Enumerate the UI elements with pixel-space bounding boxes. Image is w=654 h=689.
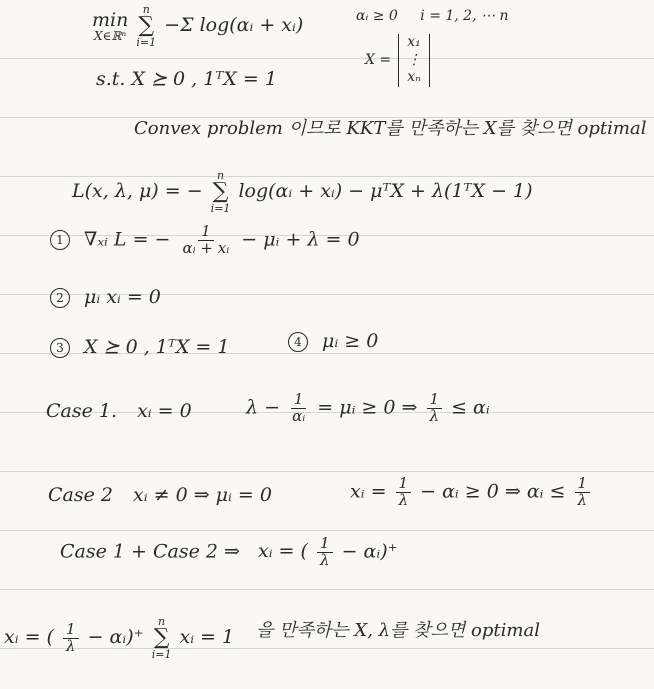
case-1-denominator: αᵢ bbox=[292, 406, 306, 425]
case-2-expression bbox=[350, 476, 593, 509]
case-1-fraction bbox=[289, 392, 308, 425]
lagrangian-sum-lower: i=1 bbox=[210, 202, 231, 215]
kkt-1-post: − μᵢ + λ = 0 bbox=[241, 228, 360, 251]
final-mid: − αᵢ)⁺ bbox=[87, 626, 144, 648]
combined-denominator: λ bbox=[320, 550, 330, 569]
kkt-number-4: 4 bbox=[288, 332, 308, 352]
final-sum-lower: i=1 bbox=[151, 648, 172, 661]
case-1-end: ≤ αᵢ bbox=[451, 396, 490, 419]
case-2-fraction bbox=[396, 476, 412, 509]
final-note bbox=[256, 620, 540, 642]
sum-upper: n bbox=[142, 3, 150, 16]
kkt-number-1: 1 bbox=[50, 230, 70, 250]
case-2-line bbox=[48, 484, 272, 507]
final-note-text: 을 만족하는 X, λ를 찾으면 optimal bbox=[256, 620, 540, 641]
combined-fraction bbox=[317, 536, 333, 569]
combined-line bbox=[60, 536, 398, 569]
x-def-text: X = bbox=[365, 52, 392, 68]
combined-post: − αᵢ)⁺ bbox=[341, 540, 398, 563]
case-1-numerator: 1 bbox=[291, 392, 307, 409]
case-1-fraction-2 bbox=[427, 392, 443, 425]
x-definition-label bbox=[365, 52, 391, 69]
case-1-expression bbox=[246, 392, 490, 425]
convex-note bbox=[134, 118, 646, 140]
lagrangian-sum-upper: n bbox=[216, 169, 225, 182]
constraint-line bbox=[96, 68, 277, 91]
case-1-post: = μᵢ ≥ 0 ⇒ bbox=[317, 396, 418, 419]
index-range-text: i = 1, 2, ⋯ n bbox=[420, 8, 509, 24]
case-2-pre: xᵢ = bbox=[350, 480, 387, 503]
alpha-cond-text: αᵢ ≥ 0 bbox=[356, 8, 398, 24]
x-vector-last: xₙ bbox=[407, 69, 421, 85]
case-2-numerator: 1 bbox=[396, 476, 412, 493]
final-pre: xᵢ = ( bbox=[4, 626, 54, 648]
min-subscript: X∈ℝⁿ bbox=[94, 28, 127, 43]
case-1-condition: xᵢ = 0 bbox=[137, 400, 192, 422]
final-fraction bbox=[63, 619, 79, 655]
case-1-pre: λ − bbox=[246, 396, 281, 419]
case-1-numerator-2: 1 bbox=[427, 392, 443, 409]
x-vector-dots: ⋮ bbox=[407, 51, 421, 68]
lagrangian-sum bbox=[211, 170, 231, 214]
lagrangian-lhs: L(x, λ, μ) = − bbox=[72, 180, 203, 202]
case-2-label: Case 2 bbox=[48, 484, 113, 506]
lagrangian-line bbox=[72, 170, 533, 214]
combined-numerator: 1 bbox=[317, 536, 333, 553]
x-vector bbox=[398, 34, 430, 87]
final-post: xᵢ = 1 bbox=[179, 626, 235, 648]
case-1-label: Case 1. bbox=[46, 400, 118, 422]
min-label: min bbox=[92, 8, 129, 31]
combined-pre: xᵢ = ( bbox=[257, 540, 308, 563]
kkt-condition-4 bbox=[288, 330, 378, 353]
sigma-glyph: ∑ bbox=[153, 625, 170, 650]
kkt-number-2: 2 bbox=[50, 288, 70, 308]
kkt-number-3: 3 bbox=[50, 338, 70, 358]
lagrangian-body: log(αᵢ + xᵢ) − μᵀX + λ(1ᵀX − 1) bbox=[238, 180, 533, 202]
kkt-condition-2 bbox=[50, 286, 161, 309]
case-2-denominator: λ bbox=[398, 490, 409, 509]
final-numerator: 1 bbox=[63, 622, 79, 639]
case-2-post: − αᵢ ≥ 0 ⇒ αᵢ ≤ bbox=[420, 480, 566, 503]
sigma-glyph: ∑ bbox=[138, 13, 155, 38]
kkt-1-fraction bbox=[180, 224, 233, 257]
final-sum bbox=[152, 616, 172, 660]
kkt-2-text: μᵢ xᵢ = 0 bbox=[84, 286, 161, 308]
case-2-numerator-2: 1 bbox=[575, 476, 591, 493]
convex-note-text: Convex problem 이므로 KKT를 만족하는 X를 찾으면 optimal bbox=[134, 118, 647, 139]
sum-lower: i=1 bbox=[136, 36, 157, 49]
kkt-condition-1 bbox=[50, 224, 360, 257]
case-2-denominator-2: λ bbox=[577, 490, 588, 509]
final-denominator: λ bbox=[66, 636, 76, 655]
objective-text: −Σ log(αᵢ + xᵢ) bbox=[164, 14, 304, 36]
min-operator bbox=[92, 4, 303, 48]
kkt-1-pre: ∇ₓᵢ L = − bbox=[84, 228, 171, 251]
sigma-glyph: ∑ bbox=[212, 179, 229, 204]
case-2-fraction-2 bbox=[575, 476, 591, 509]
sum-symbol bbox=[136, 4, 156, 48]
alpha-condition bbox=[356, 8, 508, 25]
case-1-denominator-2: λ bbox=[429, 406, 440, 425]
kkt-4-text: μᵢ ≥ 0 bbox=[322, 330, 379, 352]
case-1-line bbox=[46, 400, 192, 423]
kkt-3-text: X ⪰ 0 , 1ᵀX = 1 bbox=[84, 336, 230, 358]
constraint-text: s.t. X ⪰ 0 , 1ᵀX = 1 bbox=[96, 68, 277, 90]
final-sum-upper: n bbox=[158, 615, 166, 628]
kkt-condition-3 bbox=[50, 336, 229, 359]
x-vector-first: x₁ bbox=[407, 34, 421, 50]
kkt-1-numerator: 1 bbox=[198, 224, 214, 241]
final-line bbox=[4, 616, 234, 660]
kkt-1-denominator: αᵢ + xᵢ bbox=[182, 238, 230, 257]
combined-label: Case 1 + Case 2 ⇒ bbox=[60, 540, 240, 563]
case-2-condition: xᵢ ≠ 0 ⇒ μᵢ = 0 bbox=[133, 484, 272, 506]
